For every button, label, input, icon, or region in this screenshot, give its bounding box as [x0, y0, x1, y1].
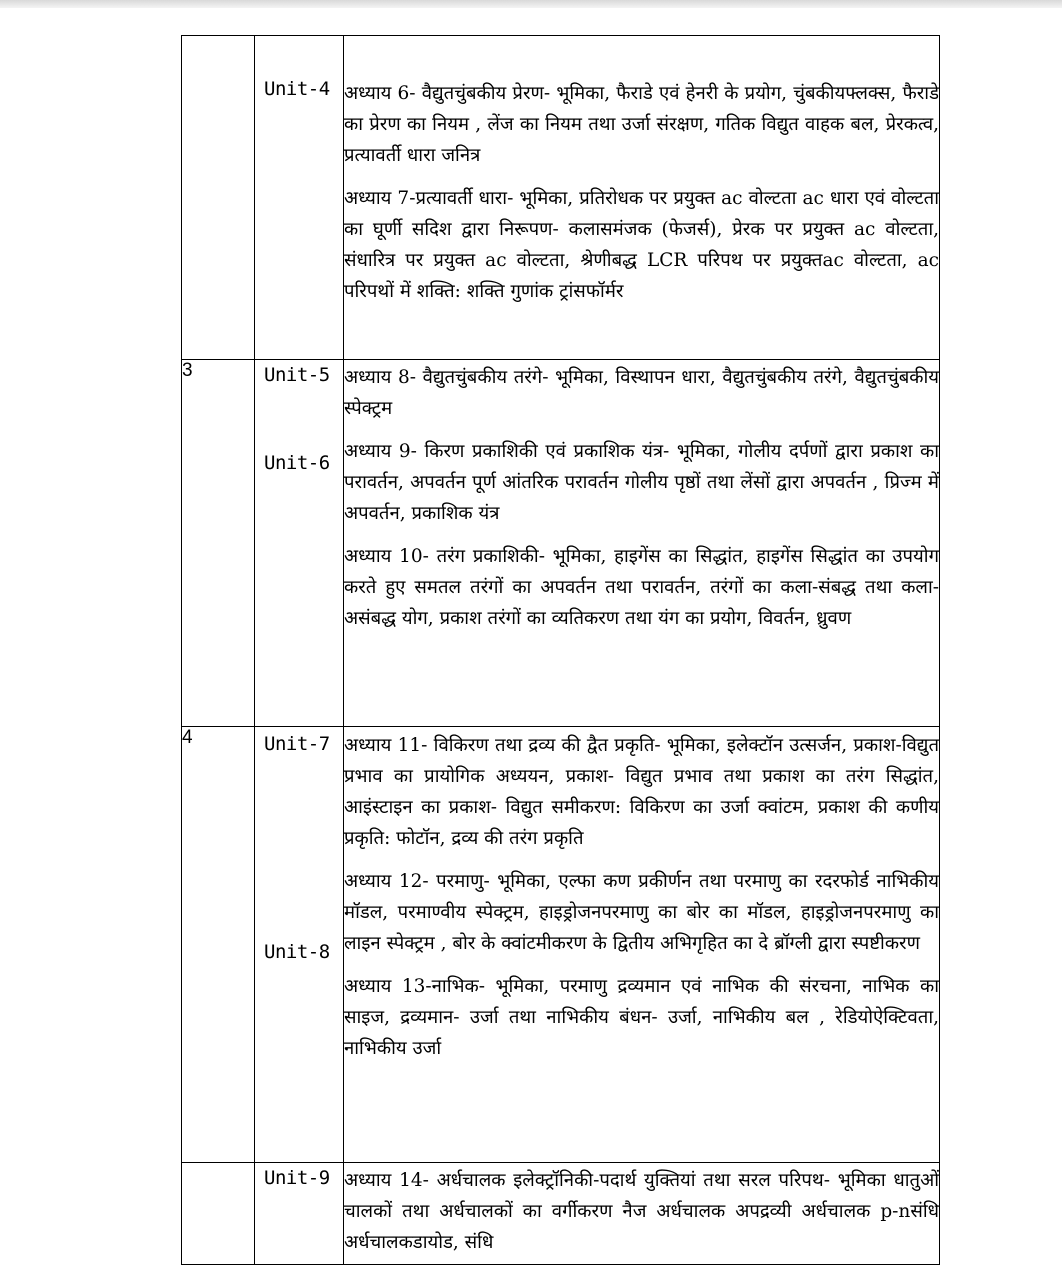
- unit-cell: [255, 1163, 344, 1265]
- unit-label: Unit-4: [264, 78, 330, 100]
- table-row: [182, 36, 940, 360]
- table-row: [182, 1163, 940, 1265]
- chapter-paragraph: अध्याय 14- अर्धचालक इलेक्ट्रॉनिकी-पदार्थ युक्तियां तथा सरल परिपथ- भूमिका धातुओं चालकों तथा अर्धचालकों का वर्गीकरण नैज अर्धचालक अपद्रव्यी अर्धचालक p-nसंधि अर्धचालकडायोड, संधि: [344, 1170, 939, 1253]
- chapter-paragraph: अध्याय 12- परमाणु- भूमिका, एल्फा कण प्रकीर्णन तथा परमाणु का रदरफोर्ड नाभिकीय मॉडल, परमाण्वीय स्पेक्ट्रम, हाइड्रोजनपरमाणु का बोर का मॉडल, हाइड्रोजनपरमाणु का लाइन स्पेक्ट्रम , बोर के क्वांटमीकरण के द्वितीय अभिगृहित का दे ब्रॉग्ली द्वारा स्पष्टीकरण: [344, 871, 939, 954]
- chapter-paragraph: अध्याय 9- किरण प्रकाशिकी एवं प्रकाशिक यंत्र- भूमिका, गोलीय दर्पणों द्वारा प्रकाश का परावर्तन, अपवर्तन पूर्ण आंतरिक परावर्तन गोलीय पृष्ठों तथा लेंसों द्वारा अपवर्तन , प्रिज्म में अपवर्तन, प्रकाशिक यंत्र: [344, 441, 939, 524]
- chapter-paragraph: अध्याय 11- विकिरण तथा द्रव्य की द्वैत प्रकृति- भूमिका, इलेक्टॉन उत्सर्जन, प्रकाश-विद्युत प्रभाव का प्रायोगिक अध्ययन, प्रकाश- विद्युत प्रभाव तथा प्रकाश का तरंग सिद्धांत, आइंस्टाइन का प्रकाश- विद्युत समीकरण: विकिरण का उर्जा क्वांटम, प्रकाश की कणीय प्रकृति: फोटॉन, द्रव्य की तरंग प्रकृति: [344, 735, 939, 849]
- chapter-cell: [344, 36, 940, 360]
- chapter-paragraph: अध्याय 6- वैद्युतचुंबकीय प्रेरण- भूमिका, फैराडे एवं हेनरी के प्रयोग, चुंबकीयफ्लक्स, फैराडे का प्रेरण का नियम , लेंज का नियम तथा उर्जा संरक्षण, गतिक विद्युत वाहक बल, प्रेरकत्व, प्रत्यावर्ती धारा जनित्र: [344, 83, 939, 166]
- unit-label: Unit-6: [264, 452, 330, 474]
- chapter-cell: [344, 727, 940, 1163]
- chapter-paragraph: अध्याय 10- तरंग प्रकाशिकी- भूमिका, हाइगेंस का सिद्धांत, हाइगेंस सिद्धांत का उपयोग करते हुए समतल तरंगों का अपवर्तन तथा परावर्तन, तरंगों का कला-संबद्ध तथा कला- असंबद्ध योग, प्रकाश तरंगों का व्यतिकरण तथा यंग का प्रयोग, विवर्तन, ध्रुवण: [344, 546, 939, 629]
- table-row: [182, 727, 940, 1163]
- unit-label: Unit-8: [264, 941, 330, 963]
- chapter-cell: [344, 360, 940, 727]
- chapter-paragraph: अध्याय 8- वैद्युतचुंबकीय तरंगे- भूमिका, विस्थापन धारा, वैद्युतचुंबकीय तरंगे, वैद्युतचुंबकीय स्पेक्ट्रम: [344, 367, 939, 419]
- unit-label: Unit-5: [264, 364, 330, 386]
- table-row: [182, 360, 940, 727]
- row-number: 3: [182, 360, 255, 727]
- row-number: 4: [182, 727, 255, 1163]
- row-number: [182, 36, 255, 360]
- chapter-paragraph: अध्याय 7-प्रत्यावर्ती धारा- भूमिका, प्रतिरोधक पर प्रयुक्त ac वोल्टता ac धारा एवं वोल्टता का घूर्णी सदिश द्वारा निरूपण- कलासमंजक (फेजर्स), प्रेरक पर प्रयुक्त ac वोल्टता, संधारित्र पर प्रयुक्त ac वोल्टता, श्रेणीबद्ध LCR परिपथ पर प्रयुक्तac वोल्टता, ac परिपथों में शक्ति: शक्ति गुणांक ट्रांसफॉर्मर: [344, 188, 939, 302]
- viewer-top-bar: [0, 0, 1062, 8]
- unit-label: Unit-7: [264, 733, 330, 755]
- unit-label: Unit-9: [264, 1167, 330, 1189]
- unit-cell: [255, 360, 344, 727]
- row-number: [182, 1163, 255, 1265]
- syllabus-table: [181, 35, 940, 1265]
- chapter-cell: [344, 1163, 940, 1265]
- unit-cell: [255, 36, 344, 360]
- chapter-paragraph: अध्याय 13-नाभिक- भूमिका, परमाणु द्रव्यमान एवं नाभिक की संरचना, नाभिक का साइज, द्रव्यमान- उर्जा तथा नाभिकीय बंधन- उर्जा, नाभिकीय बल , रेडियोऐक्टिवता, नाभिकीय उर्जा: [344, 976, 939, 1059]
- unit-cell: [255, 727, 344, 1163]
